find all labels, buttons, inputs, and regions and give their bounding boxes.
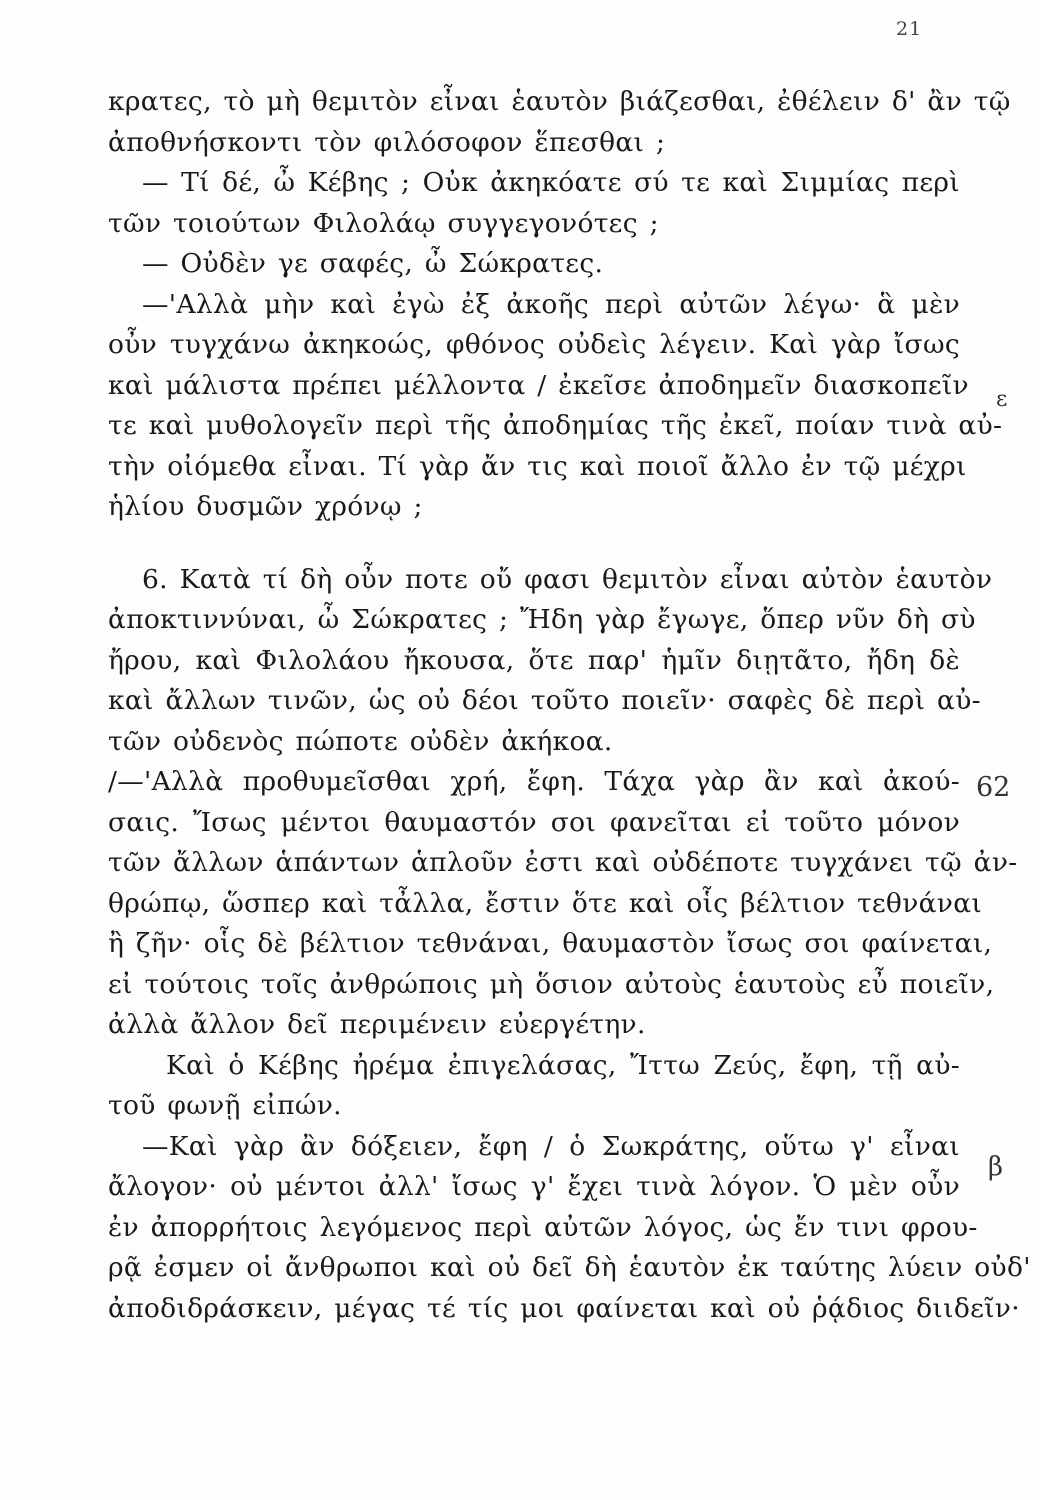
margin-note-beta: β [988,1152,1004,1182]
text-line-16: τῶν οὐδενὸς πώποτε οὐδὲν ἀκήκοα. [108,725,613,757]
text-line-14: ἤρου, καὶ Φιλολάου ἤκουσα, ὅτε παρ' ἡμῖν διῃτᾶτο, ἤδη δὲ [108,644,960,676]
text-line-6: —'Αλλὰ μὴν καὶ ἐγὼ ἐξ ἀκοῆς περὶ αὐτῶν λέγω· ἃ μὲν [142,288,960,320]
text-line-17: /—'Αλλὰ προθυμεῖσθαι χρή, ἔφη. Τάχα γὰρ ἂν καὶ ἀκού- [108,766,960,797]
text-line-2: ἀποθνήσκοντι τὸν φιλόσοφον ἕπεσθαι ; [108,126,666,158]
section-6-heading-line: 6. Κατὰ τί δὴ οὖν ποτε οὔ φασι θεμιτὸν εἶναι αὐτὸν ἑαυτὸν [142,563,993,595]
text-line-11: ἡλίου δυσμῶν χρόνῳ ; [108,491,423,522]
text-line-20: θρώπῳ, ὥσπερ καὶ τἆλλα, ἔστιν ὅτε καὶ οἷς βέλτιον τεθνάναι [108,887,983,919]
text-line-23: ἀλλὰ ἄλλον δεῖ περιμένειν εὐεργέτην. [108,1009,646,1040]
text-line-25: τοῦ φωνῇ εἰπών. [108,1090,342,1121]
text-line-27: ἄλογον· οὐ μέντοι ἀλλ' ἴσως γ' ἔχει τινὰ λόγον. Ὁ μὲν οὖν [108,1171,960,1202]
text-line-26: —Καὶ γὰρ ἂν δόξειεν, ἔφη / ὁ Σωκράτης, οὕτω γ' εἶναι [142,1130,960,1162]
text-line-4: τῶν τοιούτων Φιλολάῳ συγγεγονότες ; [108,207,659,239]
text-line-21: ἢ ζῆν· οἷς δὲ βέλτιον τεθνάναι, θαυμαστὸν ἴσως σοι φαίνεται, [108,928,993,959]
text-line-3: — Τί δέ, ὦ Κέβης ; Οὐκ ἀκηκόατε σύ τε καὶ Σιμμίας περὶ [142,167,960,198]
text-line-1: κρατες, τὸ μὴ θεμιτὸν εἶναι ἑαυτὸν βιάζεσθαι, ἐθέλειν δ' ἂν τῷ [108,86,1011,117]
page-number: 21 [896,18,923,40]
text-line-9: τε καὶ μυθολογεῖν περὶ τῆς ἀποδημίας τῆς ἐκεῖ, ποίαν τινὰ αὐ- [108,410,1003,441]
text-line-8: καὶ μάλιστα πρέπει μέλλοντα / ἐκεῖσε ἀποδημεῖν διασκοπεῖν [108,369,969,401]
text-line-15: καὶ ἄλλων τινῶν, ὡς οὐ δέοι τοῦτο ποιεῖν· σαφὲς δὲ περὶ αὐ- [108,685,981,716]
text-line-22: εἰ τούτοις τοῖς ἀνθρώποις μὴ ὅσιον αὐτοὺς ἑαυτοὺς εὖ ποιεῖν, [108,968,995,1000]
text-line-7: οὖν τυγχάνω ἀκηκοώς, φθόνος οὐδεὶς λέγειν. Καὶ γὰρ ἴσως [108,329,960,360]
margin-note-e: ε [996,387,1008,412]
margin-note-62: 62 [976,772,1011,803]
text-line-13: ἀποκτιννύναι, ὦ Σώκρατες ; Ἤδη γὰρ ἔγωγε, ὅπερ νῦν δὴ σὺ [108,604,976,635]
text-line-10: τὴν οἰόμεθα εἶναι. Τί γὰρ ἄν τις καὶ ποιοῖ ἄλλο ἐν τῷ μέχρι [108,450,967,482]
text-line-18: σαις. Ἴσως μέντοι θαυμαστόν σοι φανεῖται εἰ τοῦτο μόνον [108,806,960,838]
text-line-29: ρᾷ ἐσμεν οἱ ἄνθρωποι καὶ οὐ δεῖ δὴ ἑαυτὸν ἐκ ταύτης λύειν οὐδ' [108,1252,1031,1283]
text-line-30: ἀποδιδράσκειν, μέγας τέ τίς μοι φαίνεται καὶ οὐ ῥᾴδιος διιδεῖν· [108,1292,1020,1324]
section-gap [108,528,960,560]
text-line-19: τῶν ἄλλων ἁπάντων ἁπλοῦν ἐστι καὶ οὐδέποτε τυγχάνει τῷ ἀν- [108,847,1018,878]
text-line-24: Καὶ ὁ Κέβης ἠρέμα ἐπιγελάσας, Ἴττω Ζεύς, ἔφη, τῇ αὐ- [166,1049,960,1081]
text-line-5: — Οὐδὲν γε σαφές, ὦ Σώκρατες. [142,248,604,279]
text-line-28: ἐν ἀπορρήτοις λεγόμενος περὶ αὐτῶν λόγος, ὡς ἔν τινι φρου- [108,1211,978,1243]
